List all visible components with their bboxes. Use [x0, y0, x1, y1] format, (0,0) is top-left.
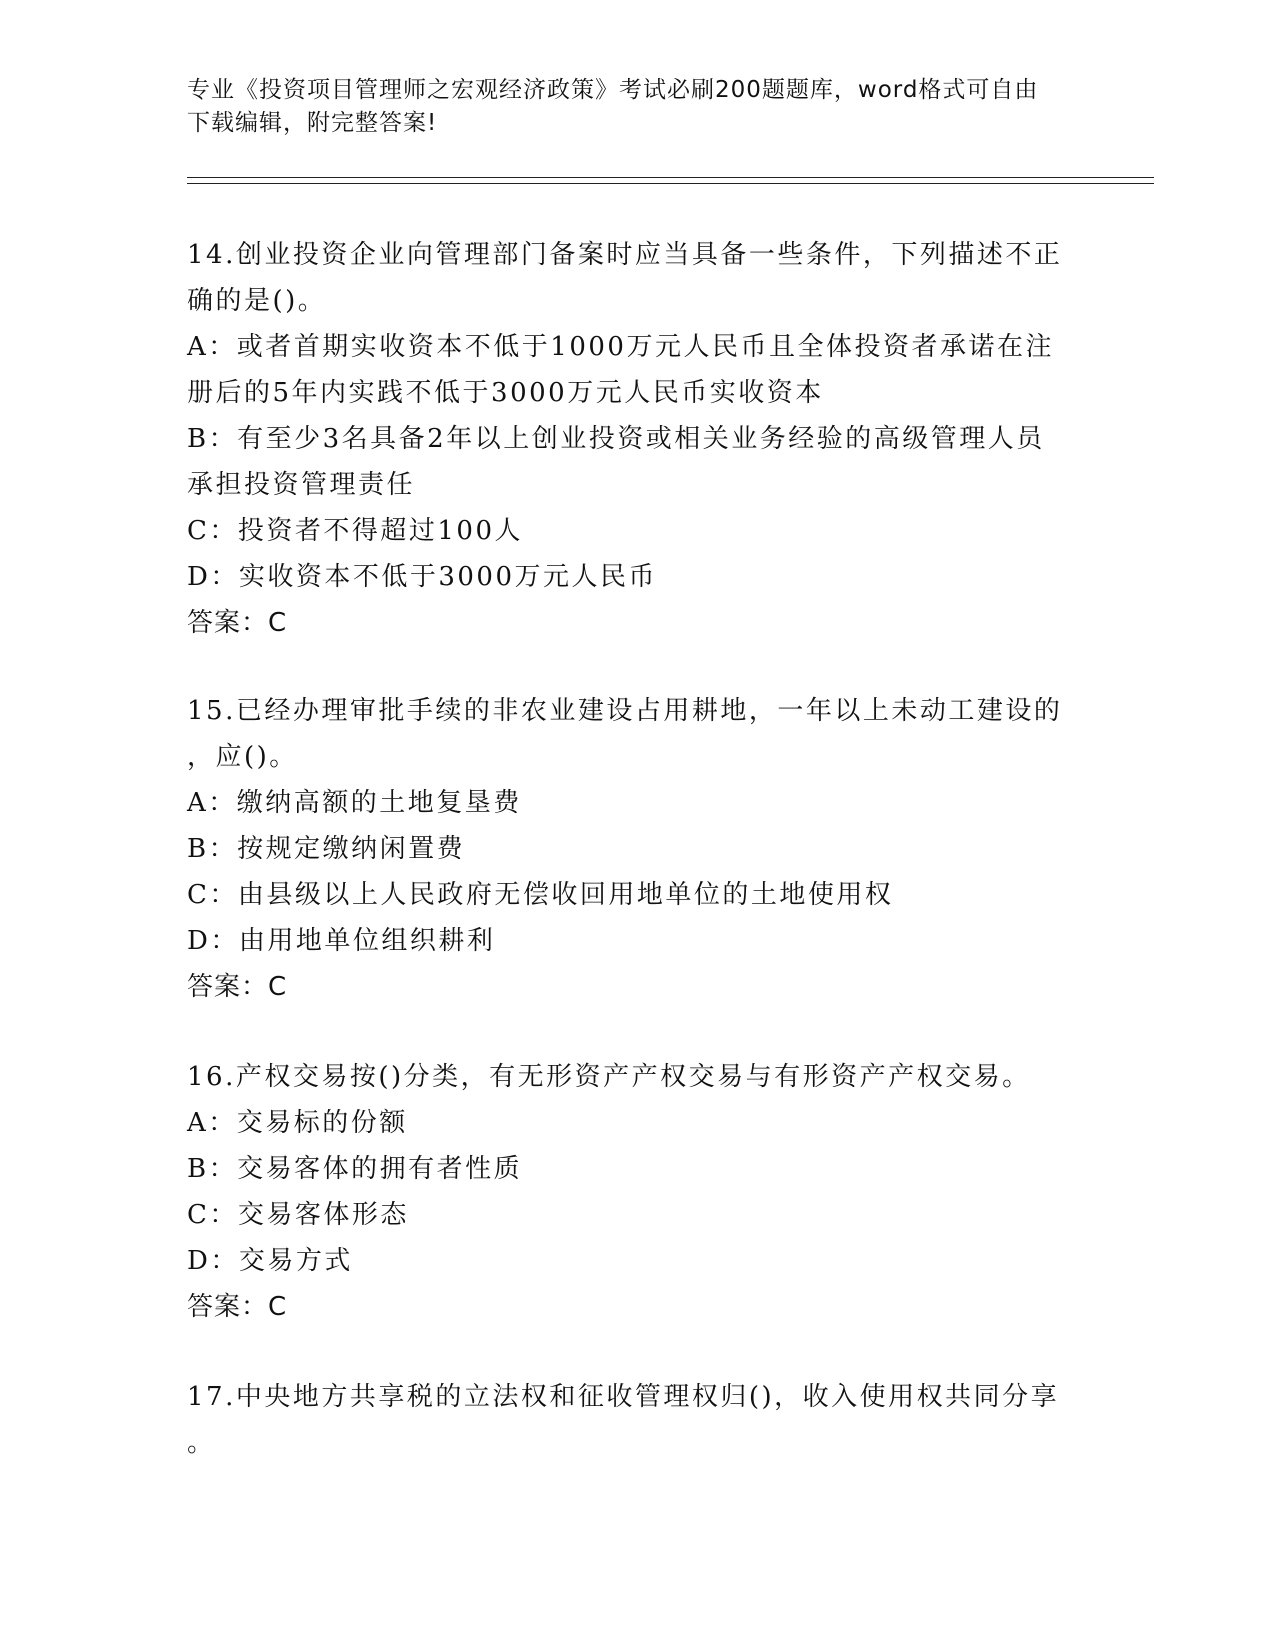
question-stem-line: 。 — [187, 1428, 216, 1458]
question-stem-line: 17.中央地方共享税的立法权和征收管理权归()，收入使用权共同分享 — [187, 1382, 1060, 1412]
answer-line: 答案：C — [187, 972, 288, 1002]
option-c-line: C：投资者不得超过100人 — [187, 516, 524, 546]
question-stem-line: 16.产权交易按()分类，有无形资产产权交易与有形资产产权交易。 — [187, 1062, 1031, 1092]
option-d-line: D：交易方式 — [187, 1246, 353, 1276]
document-header — [187, 74, 1067, 140]
question-stem-line: 确的是()。 — [187, 286, 327, 316]
option-d-line: D：由用地单位组织耕利 — [187, 926, 496, 956]
question-14 — [187, 232, 1067, 646]
option-c-line: C：交易客体形态 — [187, 1200, 409, 1230]
option-a-line: A：缴纳高额的土地复垦费 — [187, 788, 522, 818]
option-b-line: B：有至少3名具备2年以上创业投资或相关业务经验的高级管理人员 — [187, 424, 1045, 454]
header-line-1: 专业《投资项目管理师之宏观经济政策》考试必刷200题题库，word格式可自由 — [187, 77, 1039, 103]
question-stem-line: 15.已经办理审批手续的非农业建设占用耕地，一年以上未动工建设的 — [187, 696, 1063, 726]
option-a-line: A：或者首期实收资本不低于1000万元人民币且全体投资者承诺在注 — [187, 332, 1054, 362]
answer-line: 答案：C — [187, 608, 288, 638]
question-stem-line: 14.创业投资企业向管理部门备案时应当具备一些条件，下列描述不正 — [187, 240, 1063, 270]
option-b-line: B：交易客体的拥有者性质 — [187, 1154, 523, 1184]
question-16 — [187, 1054, 1067, 1330]
answer-line: 答案：C — [187, 1292, 288, 1322]
option-a-line: A：交易标的份额 — [187, 1108, 408, 1138]
option-d-line: D：实收资本不低于3000万元人民币 — [187, 562, 658, 592]
question-17 — [187, 1374, 1067, 1466]
header-divider-bottom — [187, 183, 1154, 184]
option-b-line: B：按规定缴纳闲置费 — [187, 834, 466, 864]
header-line-2: 下载编辑，附完整答案! — [187, 110, 438, 136]
option-b-line: 承担投资管理责任 — [187, 470, 416, 500]
option-a-line: 册后的5年内实践不低于3000万元人民币实收资本 — [187, 378, 824, 408]
question-stem-line: ，应()。 — [187, 742, 298, 772]
option-c-line: C：由县级以上人民政府无偿收回用地单位的土地使用权 — [187, 880, 894, 910]
header-divider-top — [187, 177, 1154, 178]
question-15 — [187, 688, 1067, 1010]
